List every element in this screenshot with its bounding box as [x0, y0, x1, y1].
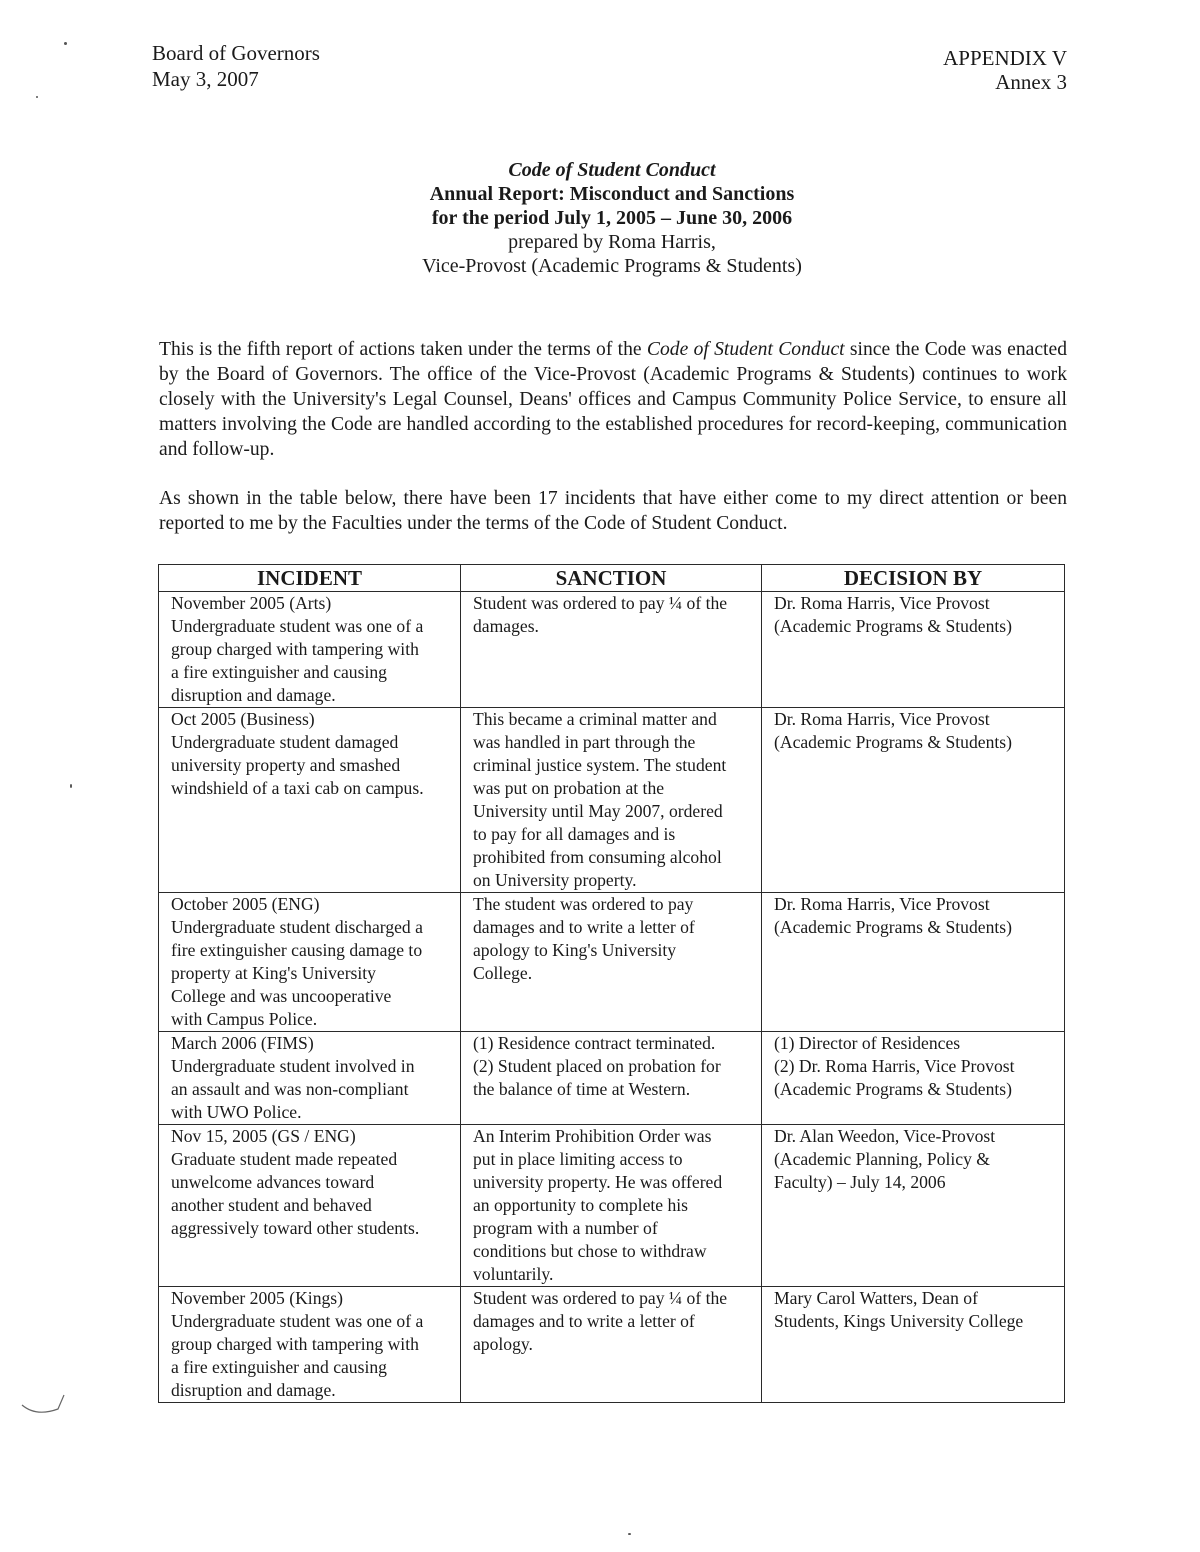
cell-line: a fire extinguisher and causing: [171, 662, 387, 682]
cell-line: aggressively toward other students.: [171, 1218, 420, 1238]
sanction-cell: [461, 592, 762, 708]
cell-line: Nov 15, 2005 (GS / ENG): [171, 1126, 356, 1146]
cell-line: October 2005 (ENG): [171, 894, 320, 914]
cell-line: An Interim Prohibition Order was: [473, 1126, 712, 1146]
scan-speck: [36, 96, 38, 98]
cell-line: Dr. Roma Harris, Vice Provost: [774, 593, 990, 613]
decision-cell: [762, 1287, 1065, 1403]
incident-cell: [159, 708, 461, 893]
cell-line: the balance of time at Western.: [473, 1079, 691, 1099]
intro-paragraph-1: This is the fifth report of actions taken under the terms of the Code of Student Conduct since the Code was enacted by the Board of Governors. The office of the Vice-Provost (Academic Programs & Students) continues to work closely with the University's Legal Counsel, Deans' offices and Campus Community Police Service, to ensure all matters involving the Code are handled according to the established procedures for record-keeping, communication and follow-up.: [159, 339, 1067, 460]
incident-cell: [159, 893, 461, 1032]
incident-cell: [159, 1125, 461, 1287]
cell-line: fire extinguisher causing damage to: [171, 940, 423, 960]
scan-mark: [18, 1385, 68, 1421]
cell-line: (2) Student placed on probation for: [473, 1056, 721, 1076]
cell-line: to pay for all damages and is: [473, 824, 676, 844]
title-role: Vice-Provost (Academic Programs & Students): [422, 255, 802, 277]
cell-line: College.: [473, 963, 533, 983]
cell-line: March 2006 (FIMS): [171, 1033, 314, 1053]
cell-line: Undergraduate student involved in: [171, 1056, 415, 1076]
cell-line: apology to King's University: [473, 940, 677, 960]
title-code: Code of Student Conduct: [508, 159, 716, 181]
table-row: [159, 893, 1065, 1032]
table-row: [159, 708, 1065, 893]
decision-cell: [762, 708, 1065, 893]
cell-line: group charged with tampering with: [171, 1334, 419, 1354]
intro-text: [159, 337, 1067, 560]
cell-line: apology.: [473, 1334, 533, 1354]
title-block: [0, 158, 1200, 278]
title-prepared-by: prepared by Roma Harris,: [508, 231, 716, 253]
cell-line: Undergraduate student damaged: [171, 732, 399, 752]
table-row: [159, 592, 1065, 708]
scan-speck: [64, 42, 67, 45]
cell-line: (2) Dr. Roma Harris, Vice Provost: [774, 1056, 1015, 1076]
column-header-incident: INCIDENT: [159, 565, 461, 592]
title-period: for the period July 1, 2005 – June 30, 2006: [431, 207, 793, 229]
code-reference: Code of Student Conduct: [646, 339, 845, 360]
cell-line: Graduate student made repeated: [171, 1149, 398, 1169]
cell-line: voluntarily.: [473, 1264, 554, 1284]
column-header-sanction: SANCTION: [461, 565, 762, 592]
header-right: [943, 46, 1067, 94]
column-header-decision: DECISION BY: [762, 565, 1065, 592]
cell-line: (Academic Programs & Students): [774, 616, 1012, 636]
cell-line: put in place limiting access to: [473, 1149, 683, 1169]
cell-line: Students, Kings University College: [774, 1311, 1024, 1331]
table-row: [159, 1287, 1065, 1403]
cell-line: damages and to write a letter of: [473, 917, 695, 937]
cell-line: (1) Residence contract terminated.: [473, 1033, 716, 1053]
decision-cell: [762, 1125, 1065, 1287]
cell-line: The student was ordered to pay: [473, 894, 694, 914]
cell-line: with Campus Police.: [171, 1009, 318, 1029]
sanction-cell: [461, 1032, 762, 1125]
intro-paragraph-2: As shown in the table below, there have been 17 incidents that have either come to my direct attention or been reported to me by the Faculties under the terms of the Code of Student Conduct.: [159, 488, 1067, 534]
header-left: [152, 40, 320, 92]
cell-line: Faculty) – July 14, 2006: [774, 1172, 946, 1192]
cell-line: Undergraduate student was one of a: [171, 1311, 424, 1331]
cell-line: conditions but chose to withdraw: [473, 1241, 707, 1261]
cell-line: (1) Director of Residences: [774, 1033, 961, 1053]
annex-label: Annex 3: [995, 70, 1067, 94]
cell-line: property at King's University: [171, 963, 376, 983]
incident-cell: [159, 1032, 461, 1125]
sanction-cell: [461, 708, 762, 893]
cell-line: an opportunity to complete his: [473, 1195, 688, 1215]
cell-line: on University property.: [473, 870, 637, 890]
cell-line: (Academic Planning, Policy &: [774, 1149, 990, 1169]
table-header-row: [159, 565, 1065, 592]
cell-line: disruption and damage.: [171, 1380, 336, 1400]
cell-line: unwelcome advances toward: [171, 1172, 375, 1192]
cell-line: November 2005 (Kings): [171, 1288, 343, 1308]
table-row: [159, 1125, 1065, 1287]
cell-line: windshield of a taxi cab on campus.: [171, 778, 424, 798]
sanction-cell: [461, 1287, 762, 1403]
cell-line: a fire extinguisher and causing: [171, 1357, 387, 1377]
cell-line: damages.: [473, 616, 539, 636]
misconduct-table: [158, 564, 1065, 1403]
incident-cell: [159, 592, 461, 708]
cell-line: Undergraduate student discharged a: [171, 917, 423, 937]
cell-line: Dr. Roma Harris, Vice Provost: [774, 894, 990, 914]
cell-line: another student and behaved: [171, 1195, 372, 1215]
cell-line: College and was uncooperative: [171, 986, 392, 1006]
cell-line: prohibited from consuming alcohol: [473, 847, 722, 867]
header-org: Board of Governors: [152, 41, 320, 65]
title-report: Annual Report: Misconduct and Sanctions: [429, 183, 795, 205]
cell-line: criminal justice system. The student: [473, 755, 727, 775]
table-body: [159, 592, 1065, 1403]
cell-line: November 2005 (Arts): [171, 593, 332, 613]
cell-line: (Academic Programs & Students): [774, 917, 1012, 937]
appendix-label: APPENDIX V: [943, 46, 1067, 70]
cell-line: was put on probation at the: [473, 778, 665, 798]
sanction-cell: [461, 1125, 762, 1287]
cell-line: program with a number of: [473, 1218, 658, 1238]
cell-line: (Academic Programs & Students): [774, 1079, 1012, 1099]
cell-line: Student was ordered to pay ¼ of the: [473, 593, 728, 613]
cell-line: Oct 2005 (Business): [171, 709, 315, 729]
decision-cell: [762, 592, 1065, 708]
cell-line: disruption and damage.: [171, 685, 336, 705]
incident-cell: [159, 1287, 461, 1403]
cell-line: Dr. Roma Harris, Vice Provost: [774, 709, 990, 729]
cell-line: This became a criminal matter and: [473, 709, 717, 729]
cell-line: (Academic Programs & Students): [774, 732, 1012, 752]
sanction-cell: [461, 893, 762, 1032]
cell-line: Student was ordered to pay ¼ of the: [473, 1288, 728, 1308]
cell-line: University until May 2007, ordered: [473, 801, 723, 821]
decision-cell: [762, 893, 1065, 1032]
cell-line: with UWO Police.: [171, 1102, 302, 1122]
cell-line: Mary Carol Watters, Dean of: [774, 1288, 978, 1308]
cell-line: Undergraduate student was one of a: [171, 616, 424, 636]
scan-speck: [628, 1533, 631, 1535]
cell-line: university property. He was offered: [473, 1172, 723, 1192]
decision-cell: [762, 1032, 1065, 1125]
cell-line: was handled in part through the: [473, 732, 696, 752]
scan-speck: [70, 784, 72, 788]
cell-line: damages and to write a letter of: [473, 1311, 695, 1331]
cell-line: group charged with tampering with: [171, 639, 419, 659]
table-row: [159, 1032, 1065, 1125]
cell-line: an assault and was non-compliant: [171, 1079, 409, 1099]
cell-line: Dr. Alan Weedon, Vice-Provost: [774, 1126, 996, 1146]
cell-line: university property and smashed: [171, 755, 401, 775]
header-date: May 3, 2007: [152, 67, 259, 91]
